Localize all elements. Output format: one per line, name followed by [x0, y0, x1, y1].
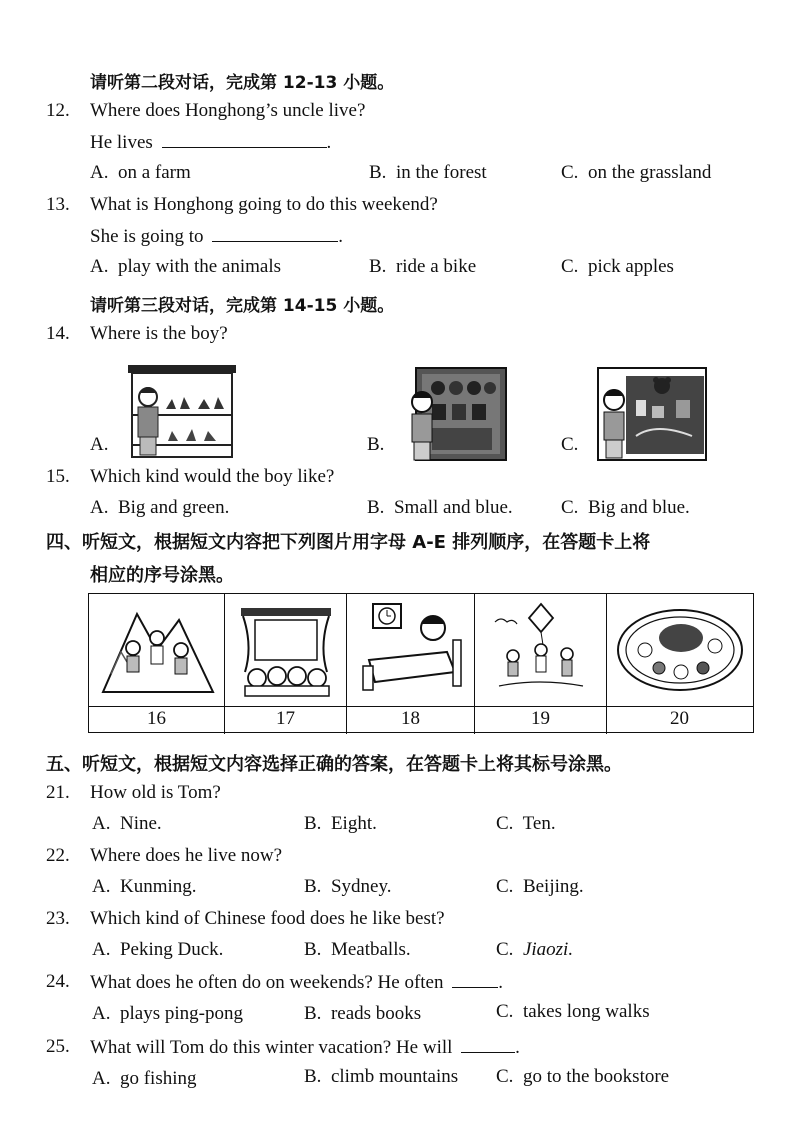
q21-a-letter: A.	[92, 813, 111, 834]
q12-text: Where does Honghong’s uncle live?	[90, 100, 366, 121]
section3-instruction: 请听第三段对话，完成第 14-15 小题。	[90, 296, 395, 316]
q24-option-c[interactable]	[496, 1001, 650, 1023]
q13-c-text: pick apples	[587, 256, 674, 277]
q15-option-a[interactable]	[90, 497, 229, 519]
q22-option-a[interactable]	[92, 876, 197, 898]
picture-cell-16	[89, 594, 225, 734]
q23-number: 23.	[46, 908, 70, 929]
q12-period: .	[326, 132, 332, 153]
q15-c-text: Big and blue.	[587, 497, 690, 518]
q12-prompt-text: He lives	[90, 132, 153, 153]
picture-cell-17	[225, 594, 347, 734]
q23-b-letter: B.	[304, 939, 322, 960]
q15-option-c[interactable]	[561, 497, 690, 519]
q25-answer-blank[interactable]	[461, 1036, 515, 1053]
q22-a-text: Kunming.	[119, 876, 197, 897]
q22-option-c[interactable]	[496, 876, 584, 898]
q12-answer-blank[interactable]	[162, 131, 327, 148]
q13-number: 13.	[46, 194, 70, 215]
q12-c-letter: C.	[561, 162, 579, 183]
q21-option-a[interactable]	[92, 813, 162, 835]
q22-c-text: Beijing.	[522, 876, 584, 897]
q14-option-c[interactable]: C.	[561, 434, 579, 455]
label-18: 18	[401, 708, 420, 729]
q25-option-c[interactable]	[496, 1066, 669, 1088]
q24-text	[90, 971, 503, 994]
q13-b-letter: B.	[369, 256, 387, 277]
q13-prompt	[90, 225, 343, 248]
q24-question: What does he often do on weekends? He often	[90, 972, 444, 993]
q13-option-b[interactable]	[369, 256, 476, 278]
q24-c-letter: C.	[496, 1001, 514, 1022]
q12-option-a[interactable]	[90, 162, 191, 184]
q25-c-text: go to the bookstore	[522, 1066, 670, 1087]
mountain-climbing-picture	[97, 600, 217, 700]
q21-option-b[interactable]	[304, 813, 377, 835]
q14-number: 14.	[46, 323, 70, 344]
q12-a-letter: A.	[90, 162, 109, 183]
q22-option-b[interactable]	[304, 876, 391, 898]
q15-a-text: Big and green.	[117, 497, 230, 518]
q23-c-letter: C.	[496, 939, 514, 960]
q12-option-c[interactable]	[561, 162, 711, 184]
q15-text: Which kind would the boy like?	[90, 466, 335, 487]
q22-number: 22.	[46, 845, 70, 866]
q22-b-text: Sydney.	[330, 876, 392, 897]
shoe-shop-picture	[124, 363, 240, 459]
q15-number: 15.	[46, 466, 70, 487]
part4-instruction-line1: 四、听短文，根据短文内容把下列图片用字母 A-E 排列顺序，在答题卡上将	[46, 532, 651, 553]
food-plate-picture	[615, 602, 745, 698]
q23-option-c[interactable]	[496, 939, 573, 961]
q12-c-text: on the grassland	[587, 162, 712, 183]
q21-b-text: Eight.	[330, 813, 377, 834]
q25-c-letter: C.	[496, 1066, 514, 1087]
q13-a-letter: A.	[90, 256, 109, 277]
q22-b-letter: B.	[304, 876, 322, 897]
q25-option-b[interactable]	[304, 1066, 458, 1088]
q21-option-c[interactable]	[496, 813, 556, 835]
part5-instruction: 五、听短文，根据短文内容选择正确的答案，在答题卡上将其标号涂黑。	[46, 754, 622, 775]
label-19: 19	[531, 708, 550, 729]
q13-b-text: ride a bike	[395, 256, 477, 277]
label-16: 16	[147, 708, 166, 729]
q15-b-letter: B.	[367, 497, 385, 518]
q24-a-letter: A.	[92, 1003, 111, 1024]
q12-b-letter: B.	[369, 162, 387, 183]
picture-cell-19	[475, 594, 607, 734]
q13-option-c[interactable]	[561, 256, 674, 278]
q14-option-b[interactable]: B.	[367, 434, 385, 455]
q15-b-text: Small and blue.	[393, 497, 513, 518]
bag-shop-picture	[404, 366, 508, 462]
q25-option-a[interactable]	[92, 1068, 197, 1090]
q13-option-a[interactable]	[90, 256, 281, 278]
q25-period: .	[515, 1037, 520, 1058]
q12-a-text: on a farm	[117, 162, 191, 183]
q25-question: What will Tom do this winter vacation? He will	[90, 1037, 453, 1058]
q12-prompt	[90, 131, 331, 154]
q12-option-b[interactable]	[369, 162, 487, 184]
q13-text: What is Honghong going to do this weekend?	[90, 194, 438, 215]
q15-option-b[interactable]	[367, 497, 513, 519]
q23-a-text: Peking Duck.	[119, 939, 224, 960]
q25-b-text: climb mountains	[330, 1066, 459, 1087]
q13-c-letter: C.	[561, 256, 579, 277]
cinema-picture	[233, 600, 339, 700]
q23-option-a[interactable]	[92, 939, 223, 961]
waking-up-picture	[355, 600, 467, 700]
q21-number: 21.	[46, 782, 70, 803]
q12-number: 12.	[46, 100, 70, 121]
q22-text: Where does he live now?	[90, 845, 283, 866]
q24-a-text: plays ping-pong	[119, 1003, 243, 1024]
q21-a-text: Nine.	[119, 813, 162, 834]
q24-option-b[interactable]	[304, 1003, 421, 1025]
q24-number: 24.	[46, 971, 70, 992]
section2-instruction: 请听第二段对话，完成第 12-13 小题。	[90, 73, 395, 93]
q14-text: Where is the boy?	[90, 323, 228, 344]
q25-text	[90, 1036, 520, 1059]
q23-b-text: Meatballs.	[330, 939, 411, 960]
q23-text: Which kind of Chinese food does he like best?	[90, 908, 445, 929]
q14-option-a[interactable]: A.	[90, 434, 109, 455]
q25-a-text: go fishing	[119, 1068, 197, 1089]
q21-text: How old is Tom?	[90, 782, 221, 803]
q13-a-text: play with the animals	[117, 256, 282, 277]
q24-period: .	[498, 972, 503, 993]
q22-c-letter: C.	[496, 876, 514, 897]
q22-a-letter: A.	[92, 876, 111, 897]
q25-a-letter: A.	[92, 1068, 111, 1089]
q25-b-letter: B.	[304, 1066, 322, 1087]
q13-prompt-text: She is going to	[90, 226, 204, 247]
q24-b-text: reads books	[330, 1003, 422, 1024]
q21-c-letter: C.	[496, 813, 514, 834]
q13-period: .	[338, 226, 343, 247]
q23-option-b[interactable]	[304, 939, 411, 961]
q24-answer-blank[interactable]	[452, 971, 498, 988]
q21-b-letter: B.	[304, 813, 322, 834]
flying-kite-picture	[485, 600, 597, 700]
q12-b-text: in the forest	[395, 162, 487, 183]
q15-a-letter: A.	[90, 497, 109, 518]
label-20: 20	[670, 708, 689, 729]
q24-c-text: takes long walks	[522, 1001, 650, 1022]
q21-c-text: Ten.	[522, 813, 556, 834]
q24-option-a[interactable]	[92, 1003, 243, 1025]
q25-number: 25.	[46, 1036, 70, 1057]
q23-c-text: Jiaozi.	[522, 939, 574, 960]
q13-answer-blank[interactable]	[212, 225, 338, 242]
label-17: 17	[276, 708, 295, 729]
picture-cell-20	[607, 594, 752, 734]
picture-order-table	[88, 593, 754, 733]
picture-cell-18	[347, 594, 475, 734]
part4-instruction-line2: 相应的序号涂黑。	[90, 565, 234, 586]
toy-shop-picture	[596, 366, 708, 462]
q23-a-letter: A.	[92, 939, 111, 960]
q24-b-letter: B.	[304, 1003, 322, 1024]
q15-c-letter: C.	[561, 497, 579, 518]
